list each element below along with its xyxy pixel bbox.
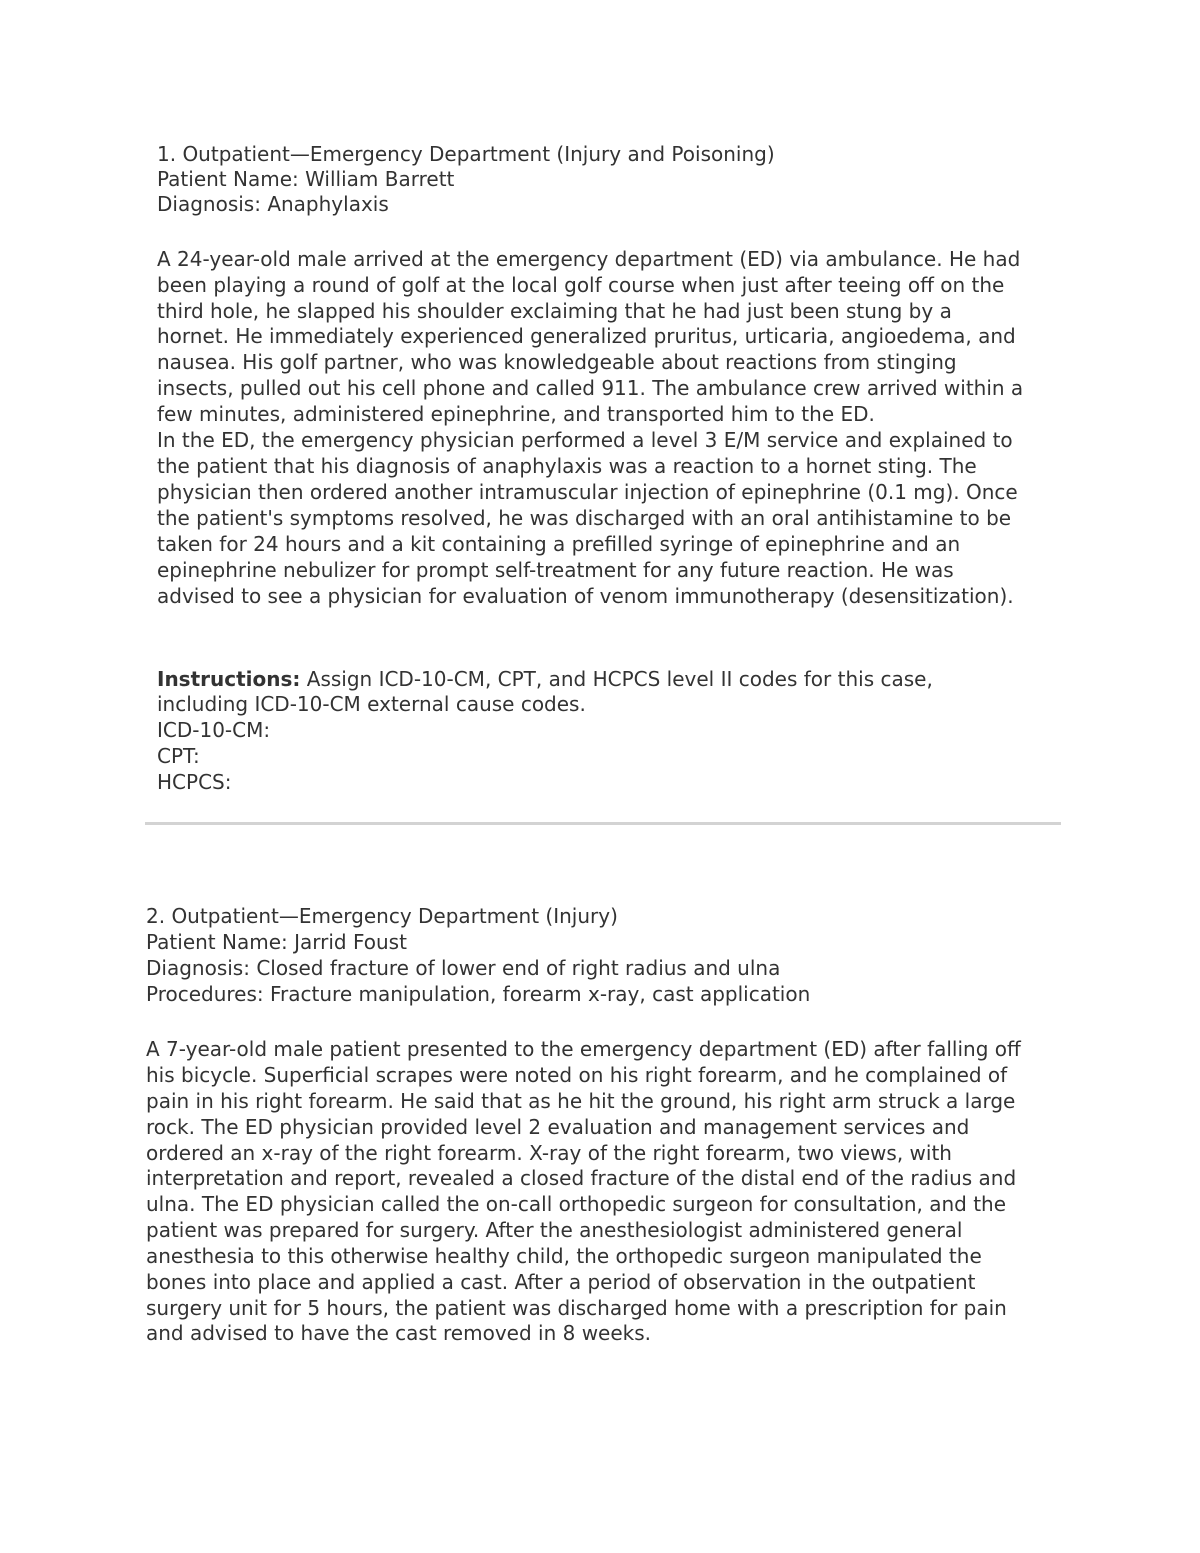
case2-narrative-line: anesthesia to this otherwise healthy child, the orthopedic surgeon manipulated the [146,1244,982,1268]
case2-narrative-line: surgery unit for 5 hours, the patient was discharged home with a prescription for pain [146,1296,1007,1320]
case1-patient-name: Patient Name: William Barrett [157,167,455,191]
case1-narrative-line: the patient's symptoms resolved, he was discharged with an oral antihistamine to be [157,506,1012,530]
case1-title: 1. Outpatient—Emergency Department (Injury and Poisoning) [157,142,775,166]
case2-narrative-line: interpretation and report, revealed a closed fracture of the distal end of the radius and [146,1166,1017,1190]
case1-narrative-line: the patient that his diagnosis of anaphylaxis was a reaction to a hornet sting. The [157,454,977,478]
case1-narrative-line: few minutes, administered epinephrine, and transported him to the ED. [157,402,875,426]
case1-narrative-line: epinephrine nebulizer for prompt self-treatment for any future reaction. He was [157,558,954,582]
case2-narrative-line: patient was prepared for surgery. After the anesthesiologist administered general [146,1218,963,1242]
case1-narrative-line: nausea. His golf partner, who was knowledgeable about reactions from stinging [157,350,957,374]
case2-narrative-line: his bicycle. Superficial scrapes were noted on his right forearm, and he complained of [146,1063,1008,1087]
case2-narrative-line: ordered an x-ray of the right forearm. X-ray of the right forearm, two views, with [146,1141,952,1165]
case1-narrative-line: physician then ordered another intramuscular injection of epinephrine (0.1 mg). Once [157,480,1018,504]
case1-narrative-line: A 24-year-old male arrived at the emergency department (ED) via ambulance. He had [157,247,1021,271]
icd-10-cm-label: ICD-10-CM: [157,718,271,742]
case2-narrative-line: A 7-year-old male patient presented to the emergency department (ED) after falling off [146,1037,1021,1061]
case1-narrative-line: insects, pulled out his cell phone and called 911. The ambulance crew arrived within a [157,376,1024,400]
case2-title: 2. Outpatient—Emergency Department (Injury) [146,904,618,928]
case2-narrative-line: rock. The ED physician provided level 2 evaluation and management services and [146,1115,970,1139]
instructions-label: Instructions: [157,667,301,691]
case1-instructions [157,666,933,692]
instructions-text: Assign ICD-10-CM, CPT, and HCPCS level II codes for this case, [300,667,933,691]
case2-narrative-line: and advised to have the cast removed in 8 weeks. [146,1321,652,1345]
horizontal-divider [145,822,1061,825]
case2-narrative-line: pain in his right forearm. He said that as he hit the ground, his right arm struck a large [146,1089,1016,1113]
case1-instructions-line2: including ICD-10-CM external cause codes. [157,692,586,716]
case1-narrative-line: hornet. He immediately experienced generalized pruritus, urticaria, angioedema, and [157,324,1016,348]
case2-procedures: Procedures: Fracture manipulation, forearm x-ray, cast application [146,982,811,1006]
case2-narrative-line: bones into place and applied a cast. After a period of observation in the outpatient [146,1270,976,1294]
case2-diagnosis: Diagnosis: Closed fracture of lower end of right radius and ulna [146,956,781,980]
case1-narrative-line: third hole, he slapped his shoulder exclaiming that he had just been stung by a [157,299,952,323]
case1-diagnosis: Diagnosis: Anaphylaxis [157,192,389,216]
cpt-label: CPT: [157,744,200,768]
case2-narrative-line: ulna. The ED physician called the on-call orthopedic surgeon for consultation, and the [146,1192,1007,1216]
case2-patient-name: Patient Name: Jarrid Foust [146,930,407,954]
case1-narrative-line: In the ED, the emergency physician performed a level 3 E/M service and explained to [157,428,1013,452]
case1-narrative-line: been playing a round of golf at the local golf course when just after teeing off on the [157,273,1005,297]
hcpcs-label: HCPCS: [157,770,232,794]
case1-narrative-line: advised to see a physician for evaluation of venom immunotherapy (desensitization). [157,584,1014,608]
case1-narrative-line: taken for 24 hours and a kit containing a prefilled syringe of epinephrine and an [157,532,961,556]
